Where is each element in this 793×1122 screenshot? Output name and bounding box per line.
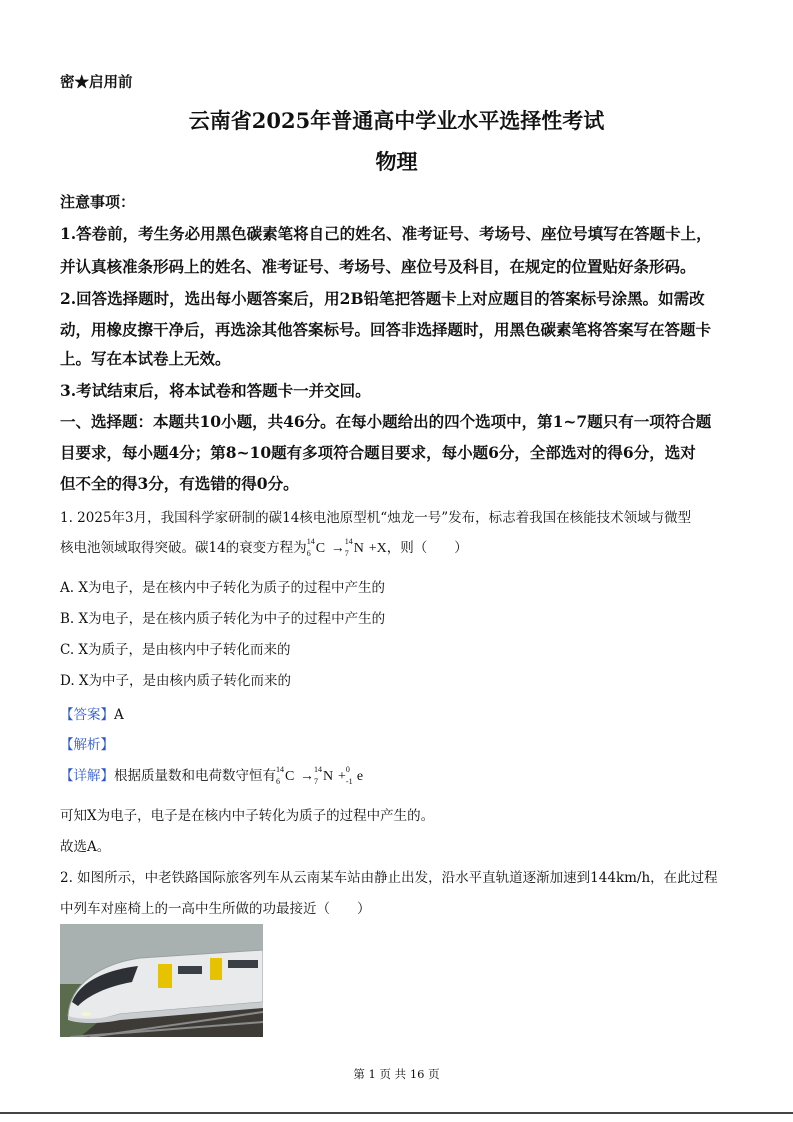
section-intro-line: 但不全的得3分，有选错的得0分。 xyxy=(60,474,299,493)
notes-line: 1.答卷前，考生务必用黑色碳素笔将自己的姓名、准考证号、考场号、座位号填写在答题卡上， xyxy=(60,224,712,243)
notes-line: 并认真核准条形码上的姓名、准考证号、考场号、座位号及科目，在规定的位置贴好条形码。 xyxy=(60,257,696,276)
high-speed-train-photo xyxy=(60,924,263,1037)
electron-particle: 0 -1 e xyxy=(345,764,364,786)
notes-line: 2.回答选择题时，选出每小题答案后，用2B铅笔把答题卡上对应题目的答案标号涂黑。如需改 xyxy=(60,289,705,308)
q1-option-d: D. X为中子，是由核内质子转化而来的 xyxy=(60,673,292,689)
q1-option-c: C. X为质子，是由核内中子转化而来的 xyxy=(60,642,291,658)
answer-tag: 【答案】 xyxy=(60,707,114,723)
notes-heading: 注意事项： xyxy=(60,193,136,211)
arrow-symbol: → xyxy=(300,768,314,784)
q1-option-a: A. X为电子，是在核内中子转化为质子的过程中产生的 xyxy=(60,580,385,596)
q1-choice: 故选A。 xyxy=(60,839,111,855)
section-intro-line: 目要求，每小题4分；第8~10题有多项符合题目要求，每小题6分，全部选对的得6分，选对 xyxy=(60,443,696,462)
notes-line: 上。写在本试卷上无效。 xyxy=(60,349,231,368)
q1-stem-prefix: 核电池领域取得突破。碳14的衰变方程为 xyxy=(60,540,307,556)
exam-title: 云南省2025年普通高中学业水平选择性考试 xyxy=(188,108,605,133)
notes-line: 3.考试结束后，将本试卷和答题卡一并交回。 xyxy=(60,381,371,400)
subject-title: 物理 xyxy=(375,149,418,174)
q1-answer xyxy=(60,703,124,723)
arrow-symbol: → xyxy=(330,540,345,556)
secret-mark: 密★启用前 xyxy=(60,74,133,91)
page-footer: 第 1 页 共 16 页 xyxy=(353,1067,440,1081)
q2-stem-line1: 2. 如图所示，中老铁路国际旅客列车从云南某车站由静止出发，沿水平直轨道逐渐加速到144km/h，在此过程 xyxy=(60,870,718,886)
bottom-rule xyxy=(0,1112,793,1114)
q1-conclusion: 可知X为电子，电子是在核内中子转化为质子的过程中产生的。 xyxy=(60,808,435,824)
q1-stem-line2 xyxy=(60,536,468,559)
train-illustration xyxy=(60,924,263,1037)
carbon-nuclide: 14 6 C xyxy=(306,536,326,558)
answer-value: A xyxy=(114,707,124,723)
q1-option-b: B. X为电子，是在核内质子转化为中子的过程中产生的 xyxy=(60,611,386,627)
section-intro-line: 一、选择题：本题共10小题，共46分。在每小题给出的四个选项中，第1~7题只有一项符合题 xyxy=(60,412,712,431)
notes-line: 动，用橡皮擦干净后，再选涂其他答案标号。回答非选择题时，用黑色碳素笔将答案写在答题卡 xyxy=(60,320,712,339)
q1-decay-equation: 14 6 C → 14 7 N +X xyxy=(306,536,387,558)
detail-equation: 14 6 C → 14 7 N + 0 -1 e xyxy=(276,767,368,787)
q1-detail xyxy=(60,764,368,787)
carbon-nuclide: 14 6 C xyxy=(276,764,295,786)
nitrogen-nuclide: 14 7 N xyxy=(344,536,364,558)
analysis-tag: 【解析】 xyxy=(60,737,114,753)
q2-stem-line2: 中列车对座椅上的一高中生所做的功最接近（ ） xyxy=(60,901,371,917)
q1-stem-line1: 1. 2025年3月，我国科学家研制的碳14核电池原型机“烛龙一号”发布，标志着我国在核能技术领域与微型 xyxy=(60,510,692,526)
detail-text: 根据质量数和电荷数守恒有 xyxy=(114,768,276,784)
detail-tag: 【详解】 xyxy=(60,768,114,784)
nitrogen-nuclide: 14 7 N xyxy=(314,764,334,786)
q1-stem-suffix: ，则（ ） xyxy=(386,540,468,556)
